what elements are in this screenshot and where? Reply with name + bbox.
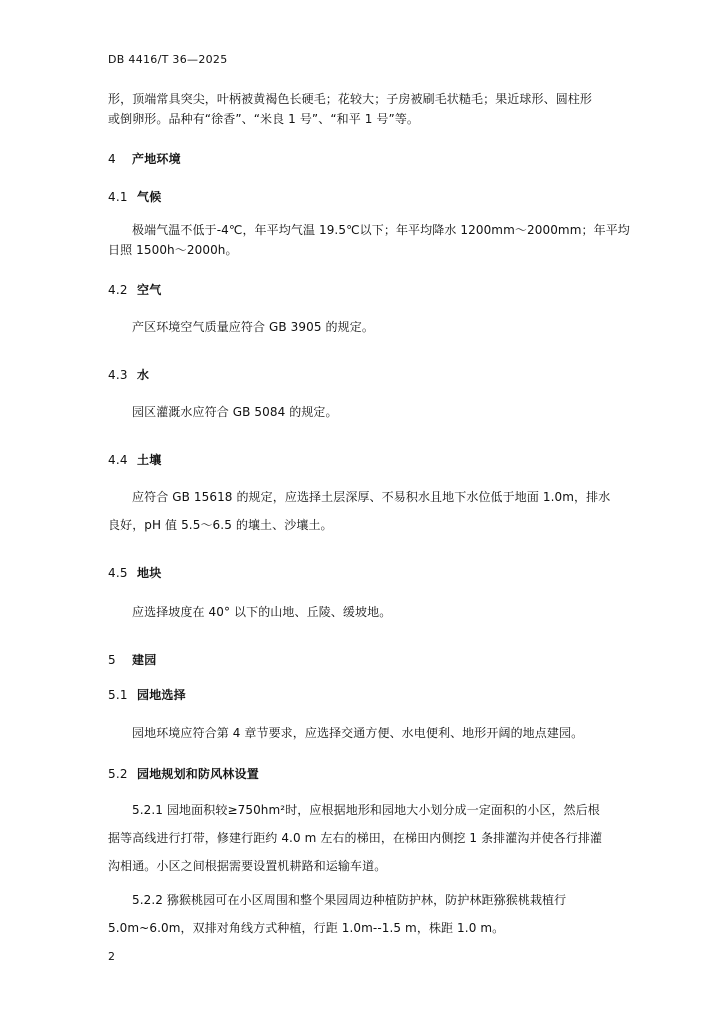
section-5-1-number: 5.1 <box>108 688 128 702</box>
intro-line-1: 形，顶端常具突尖，叶柄被黄褐色长硬毛；花较大；子房被刷毛状糙毛；果近球形、圆柱形 <box>108 92 593 106</box>
section-4-number: 4 <box>108 152 116 166</box>
section-5-1-title: 园地选择 <box>137 688 186 702</box>
clause-5-2-2-line-2: 5.0m~6.0m，双排对角线方式种植，行距 1.0m--1.5 m，株距 1.0 m。 <box>108 921 505 935</box>
intro-line-2: 或倒卵形。品种有“徐香”、“米良 1 号”、“和平 1 号”等。 <box>108 112 420 126</box>
section-4-4-line-2: 良好，pH 值 5.5～6.5 的壤土、沙壤土。 <box>108 518 333 532</box>
section-5-1-heading <box>108 686 186 703</box>
section-4-5-title: 地块 <box>137 566 162 580</box>
section-4-2-heading <box>108 281 161 298</box>
section-4-3-title: 水 <box>137 368 150 382</box>
clause-5-2-1-line-3: 沟相通。小区之间根据需要设置机耕路和运输车道。 <box>108 859 387 873</box>
section-5-2-heading <box>108 765 259 782</box>
document-code: DB 4416/T 36—2025 <box>108 53 228 66</box>
clause-5-2-2-line-1: 5.2.2 猕猴桃园可在小区周围和整个果园周边种植防护林，防护林距猕猴桃栽植行 <box>132 893 567 907</box>
section-5-2-title: 园地规划和防风林设置 <box>137 767 260 781</box>
section-4-2-number: 4.2 <box>108 283 128 297</box>
section-4-1-title: 气候 <box>137 190 162 204</box>
section-5-2-number: 5.2 <box>108 767 128 781</box>
section-5-number: 5 <box>108 653 116 667</box>
clause-5-2-1-line-2: 据等高线进行打带，修建行距约 4.0 m 左右的梯田，在梯田内侧挖 1 条排灌沟并使各行排灌 <box>108 831 603 845</box>
page-number: 2 <box>108 950 115 963</box>
section-5-title: 建园 <box>132 653 157 667</box>
section-4-5-heading <box>108 564 161 581</box>
section-4-1-number: 4.1 <box>108 190 128 204</box>
section-4-3-heading <box>108 366 149 383</box>
section-5-heading <box>108 651 156 668</box>
section-4-4-heading <box>108 451 161 468</box>
section-4-1-line-2: 日照 1500h～2000h。 <box>108 243 238 257</box>
section-4-heading <box>108 150 181 167</box>
section-4-title: 产地环境 <box>132 152 181 166</box>
section-4-1-line-1: 极端气温不低于-4℃，年平均气温 19.5℃以下；年平均降水 1200mm～2000mm；年平均 <box>132 223 630 237</box>
section-4-4-line-1: 应符合 GB 15618 的规定，应选择土层深厚、不易积水且地下水位低于地面 1.0m，排水 <box>132 490 611 504</box>
section-4-2-title: 空气 <box>137 283 162 297</box>
section-4-5-text: 应选择坡度在 40° 以下的山地、丘陵、缓坡地。 <box>132 605 392 619</box>
section-4-5-number: 4.5 <box>108 566 128 580</box>
section-4-4-number: 4.4 <box>108 453 128 467</box>
section-4-1-heading <box>108 188 161 205</box>
section-4-3-text: 园区灌溉水应符合 GB 5084 的规定。 <box>132 405 338 419</box>
section-4-4-title: 土壤 <box>137 453 162 467</box>
section-4-2-text: 产区环境空气质量应符合 GB 3905 的规定。 <box>132 320 374 334</box>
section-4-3-number: 4.3 <box>108 368 128 382</box>
clause-5-2-1-line-1: 5.2.1 园地面积较≥750hm²时，应根据地形和园地大小划分成一定面积的小区，然后根 <box>132 803 600 817</box>
section-5-1-text: 园地环境应符合第 4 章节要求，应选择交通方便、水电便利、地形开阔的地点建园。 <box>132 726 584 740</box>
